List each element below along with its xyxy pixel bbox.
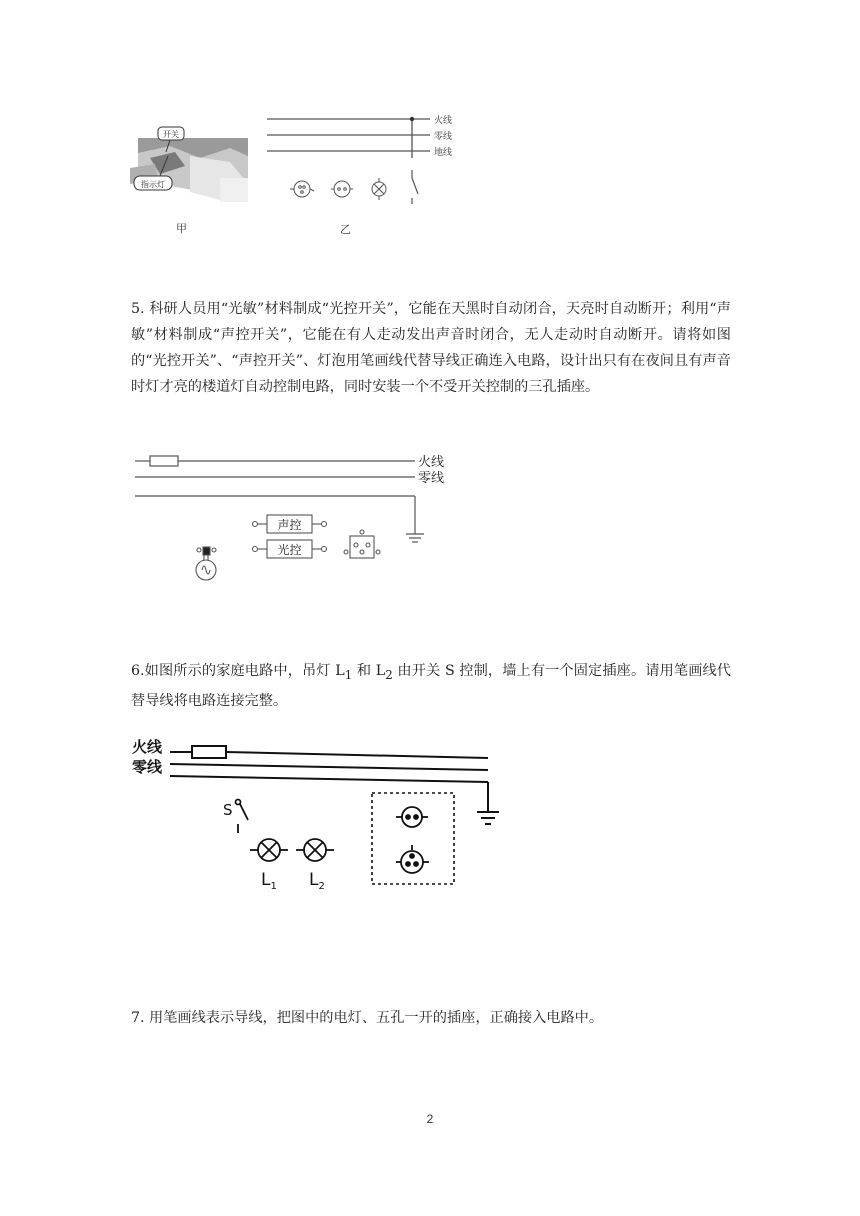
lamp-l2-label: $L_2$	[309, 870, 325, 892]
q5-live-label: 火线	[418, 455, 445, 470]
fig1-neutral-label: 零线	[434, 132, 453, 142]
question-7-text: 7. 用笔画线表示导线，把图中的电灯、五孔一开的插座，正确接入电路中。	[131, 1010, 604, 1026]
figure-q6-circuit	[130, 732, 510, 892]
three-hole-socket-icon	[344, 530, 380, 558]
q6-switch-icon	[236, 800, 249, 834]
fig1-caption-right: 乙	[340, 223, 351, 236]
socket-two-hole-icon	[331, 181, 353, 197]
fig1-ground-label: 地线	[434, 148, 453, 158]
three-hole-socket-q6-icon	[396, 845, 429, 873]
q6-fuse-icon	[192, 746, 226, 758]
two-hole-socket-icon	[396, 807, 428, 827]
page-number: 2	[426, 1112, 434, 1126]
lamp-l2-icon	[296, 839, 334, 861]
q5-neutral-label: 零线	[418, 471, 445, 486]
q6-live-label: 火线	[132, 738, 163, 756]
q6-neutral-label: 零线	[132, 758, 163, 776]
q6-ground-icon	[477, 782, 499, 824]
ground-icon	[406, 496, 424, 542]
light-switch-label: 光控	[277, 543, 302, 557]
figure-jia-photo	[130, 118, 270, 213]
q6-switch-label: S	[223, 801, 233, 819]
figure-yi-circuit	[262, 108, 472, 208]
switch-icon	[412, 170, 418, 204]
switch-callout-label: 开关	[163, 130, 179, 139]
fuse-icon	[150, 456, 178, 466]
lamp-icon	[372, 178, 386, 200]
socket-three-hole-icon	[290, 181, 314, 197]
figure-q5-circuit	[130, 448, 460, 588]
lamp-l1-label: $L_1$	[261, 870, 277, 892]
fig1-caption-left: 甲	[176, 222, 187, 235]
question-5-text: 5. 科研人员用“光敏”材料制成“光控开关”，它能在天黑时自动闭合，天亮时自动断开；利用“声敏”材料制成“声控开关”，它能在有人走动发出声音时闭合，无人走动时自动断开。请将如图的“光控开关”、“声控开关”、灯泡用笔画线代替导线正确连入电路，设计出只有在夜间且有声音时灯才亮的楼道灯自动控制电路，同时安装一个不受开关控制的三孔插座。	[131, 301, 731, 395]
lamp-l1-icon	[250, 839, 288, 861]
question-6-text: 6.如图所示的家庭电路中，吊灯 $L_1$ 和 $L_2$ 由开关 S 控制，墙上有一个固定插座。请用笔画线代替导线将电路连接完整。	[131, 663, 731, 709]
fig1-live-label: 火线	[434, 116, 453, 126]
sound-switch-label: 声控	[277, 518, 302, 532]
indicator-callout-label: 指示灯	[141, 180, 165, 189]
bulb-icon	[196, 547, 216, 580]
